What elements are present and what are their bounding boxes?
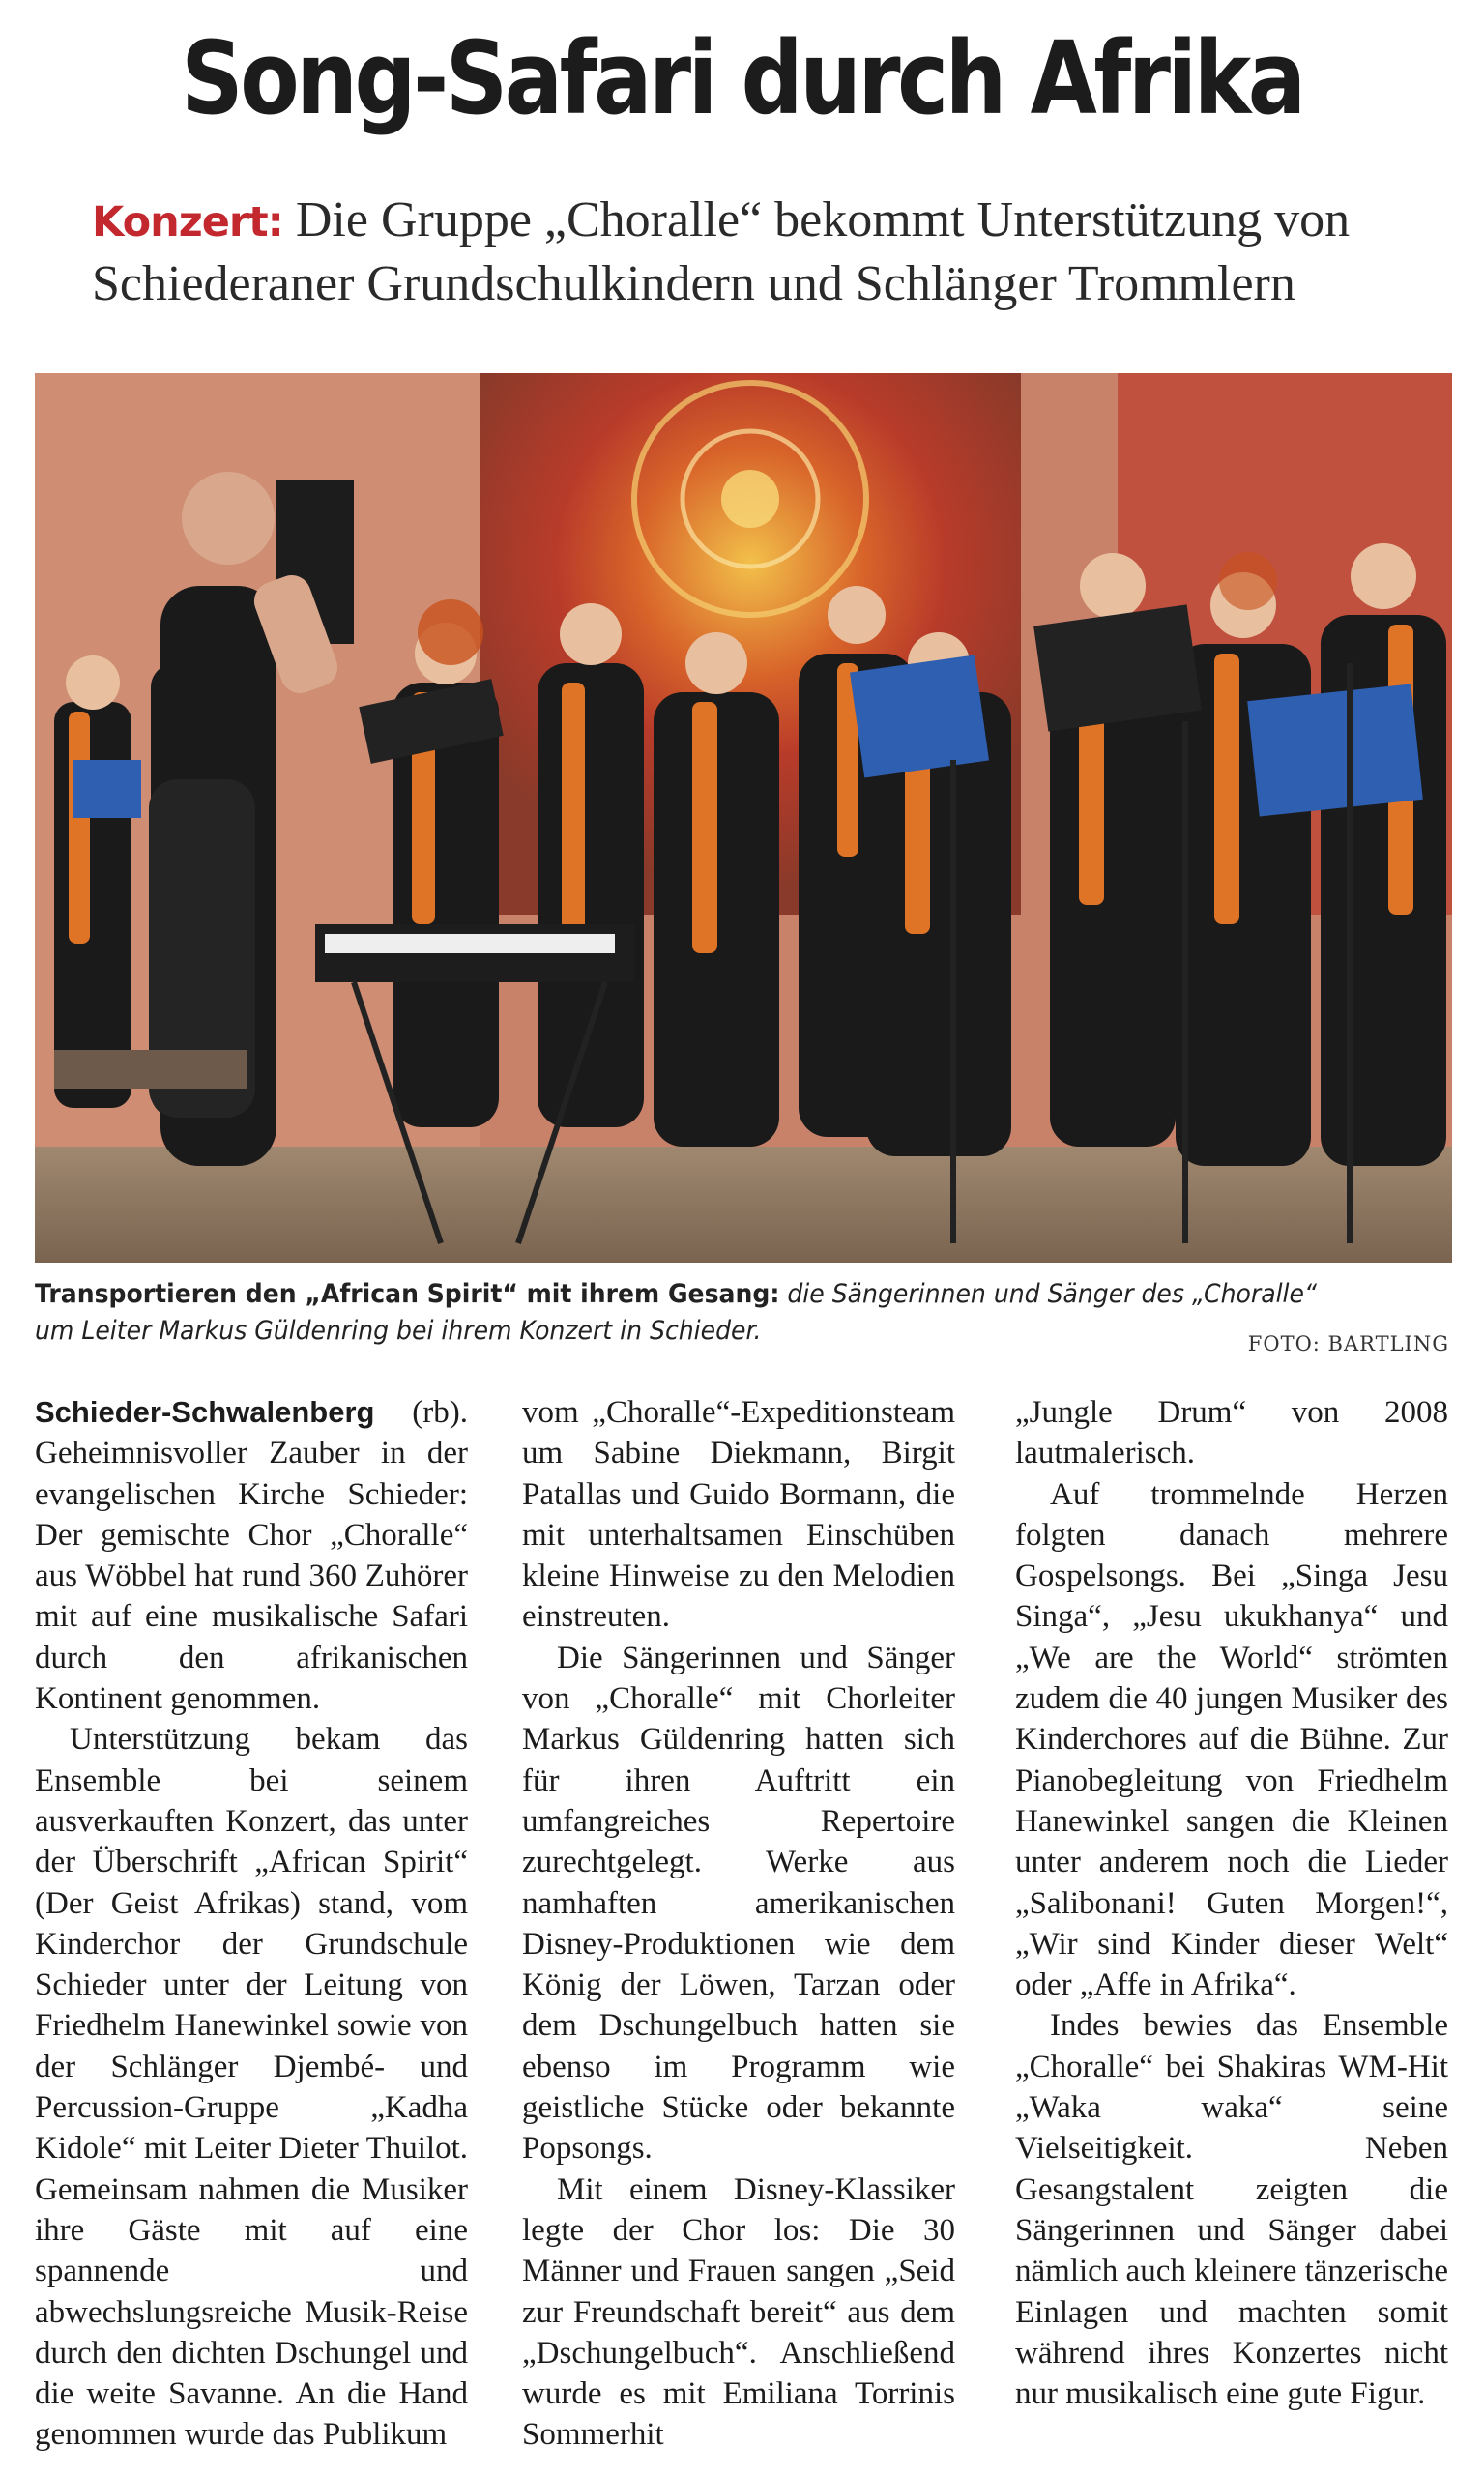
- photo-credit: FOTO: BARTLING: [1247, 1332, 1449, 1355]
- caption-text: die Sängerinnen und Sänger des „Choralle“ um Leiter Markus Güldenring bei ihrem Konzert in Schieder.: [35, 1279, 1318, 1346]
- paragraph: Unterstützung bekam das Ensemble bei seinem ausverkauften Konzert, das unter der Überschrift „African Spirit“ (Der Geist Afrikas) stand, vom Kinderchor der Grundschule Schieder unter der Leitung von Friedhelm Hanewinkel sowie von der Schlänger Djembé- und Percussion-Gruppe „Kadha Kidole“ mit Leiter Dieter Thuilot. Gemeinsam nahmen die Musiker ihre Gäste mit auf eine spannende und abwechslungsreiche Musik-Reise durch den dichten Dschungel und die weite Savanne. An die Hand genommen wurde das Publikum: [35, 1722, 468, 2453]
- dateline: Schieder-Schwalenberg: [35, 1395, 375, 1429]
- caption-lead: Transportieren den „African Spirit“ mit ihrem Gesang:: [35, 1279, 780, 1309]
- paragraph: „Jungle Drum“ von 2008 lautmalerisch.: [1015, 1395, 1448, 1471]
- article-column-1: [35, 1392, 468, 2456]
- article-column-3: [1015, 1392, 1448, 2414]
- paragraph: Indes bewies das Ensemble „Choralle“ bei Shakiras WM-Hit „Waka waka“ seine Vielseitigkeit. Neben Gesangstalent zeigten die Sängerinnen und Sänger dabei nämlich auch kleinere tänzerische Einlagen und machten somit während ihres Konzertes nicht nur musikalisch eine gute Figur.: [1015, 2008, 1449, 2412]
- photo-caption: [35, 1276, 1353, 1350]
- paragraph: [35, 1392, 468, 1719]
- headline: Song-Safari durch Afrika: [181, 19, 1303, 137]
- paragraph: vom „Choralle“-Expeditionsteam um Sabine Diekmann, Birgit Patallas und Guido Bormann, die mit unterhaltsamen Einschüben kleine Hinweise zu den Melodien einstreuten.: [522, 1395, 955, 1635]
- paragraph: Die Sängerinnen und Sänger von „Choralle“ mit Chorleiter Markus Güldenring hatten sich für ihren Auftritt ein umfangreiches Repertoire zurechtgelegt. Werke aus namhaften amerikanischen Disney-Produktionen wie dem König der Löwen, Tarzan oder dem Dschungelbuch hatten sie ebenso im Programm wie geistliche Stücke oder bekannte Popsongs.: [522, 1640, 955, 2167]
- paragraph: Auf trommelnde Herzen folgten danach mehrere Gospelsongs. Bei „Singa Jesu Singa“, „Jesu ukukhanya“ und „We are the World“ strömten zudem die 40 jungen Musiker des Kinderchores auf die Bühne. Zur Pianobegleitung von Friedhelm Hanewinkel sangen die Kleinen unter anderem noch die Lieder „Salibonani! Guten Morgen!“, „Wir sind Kinder dieser Welt“ oder „Affe in Afrika“.: [1015, 1476, 1448, 2003]
- paragraph-text: (rb). Geheimnisvoller Zauber in der evangelischen Kirche Schieder: Der gemischte Chor „Choralle“ aus Wöbbel hat rund 360 Zuhörer mit auf eine musikalische Safari durch den afrikanischen Kontinent genommen.: [35, 1395, 468, 1717]
- subheadline-block: [92, 189, 1426, 315]
- kicker: Konzert:: [92, 198, 283, 247]
- subheadline: Die Gruppe „Choralle“ bekommt Unterstützung von Schiederaner Grundschulkindern und Schlänger Trommlern: [92, 192, 1351, 311]
- article-column-2: [522, 1392, 955, 2456]
- paragraph: Mit einem Disney-Klassiker legte der Chor los: Die 30 Männer und Frauen sangen „Seid zur Freundschaft bereit“ aus dem „Dschungelbuch“. Anschließend wurde es mit Emiliana Torrinis Sommerhit: [522, 2171, 955, 2453]
- article-photo: [35, 373, 1452, 1263]
- choir-photo-illustration: [35, 373, 1452, 1263]
